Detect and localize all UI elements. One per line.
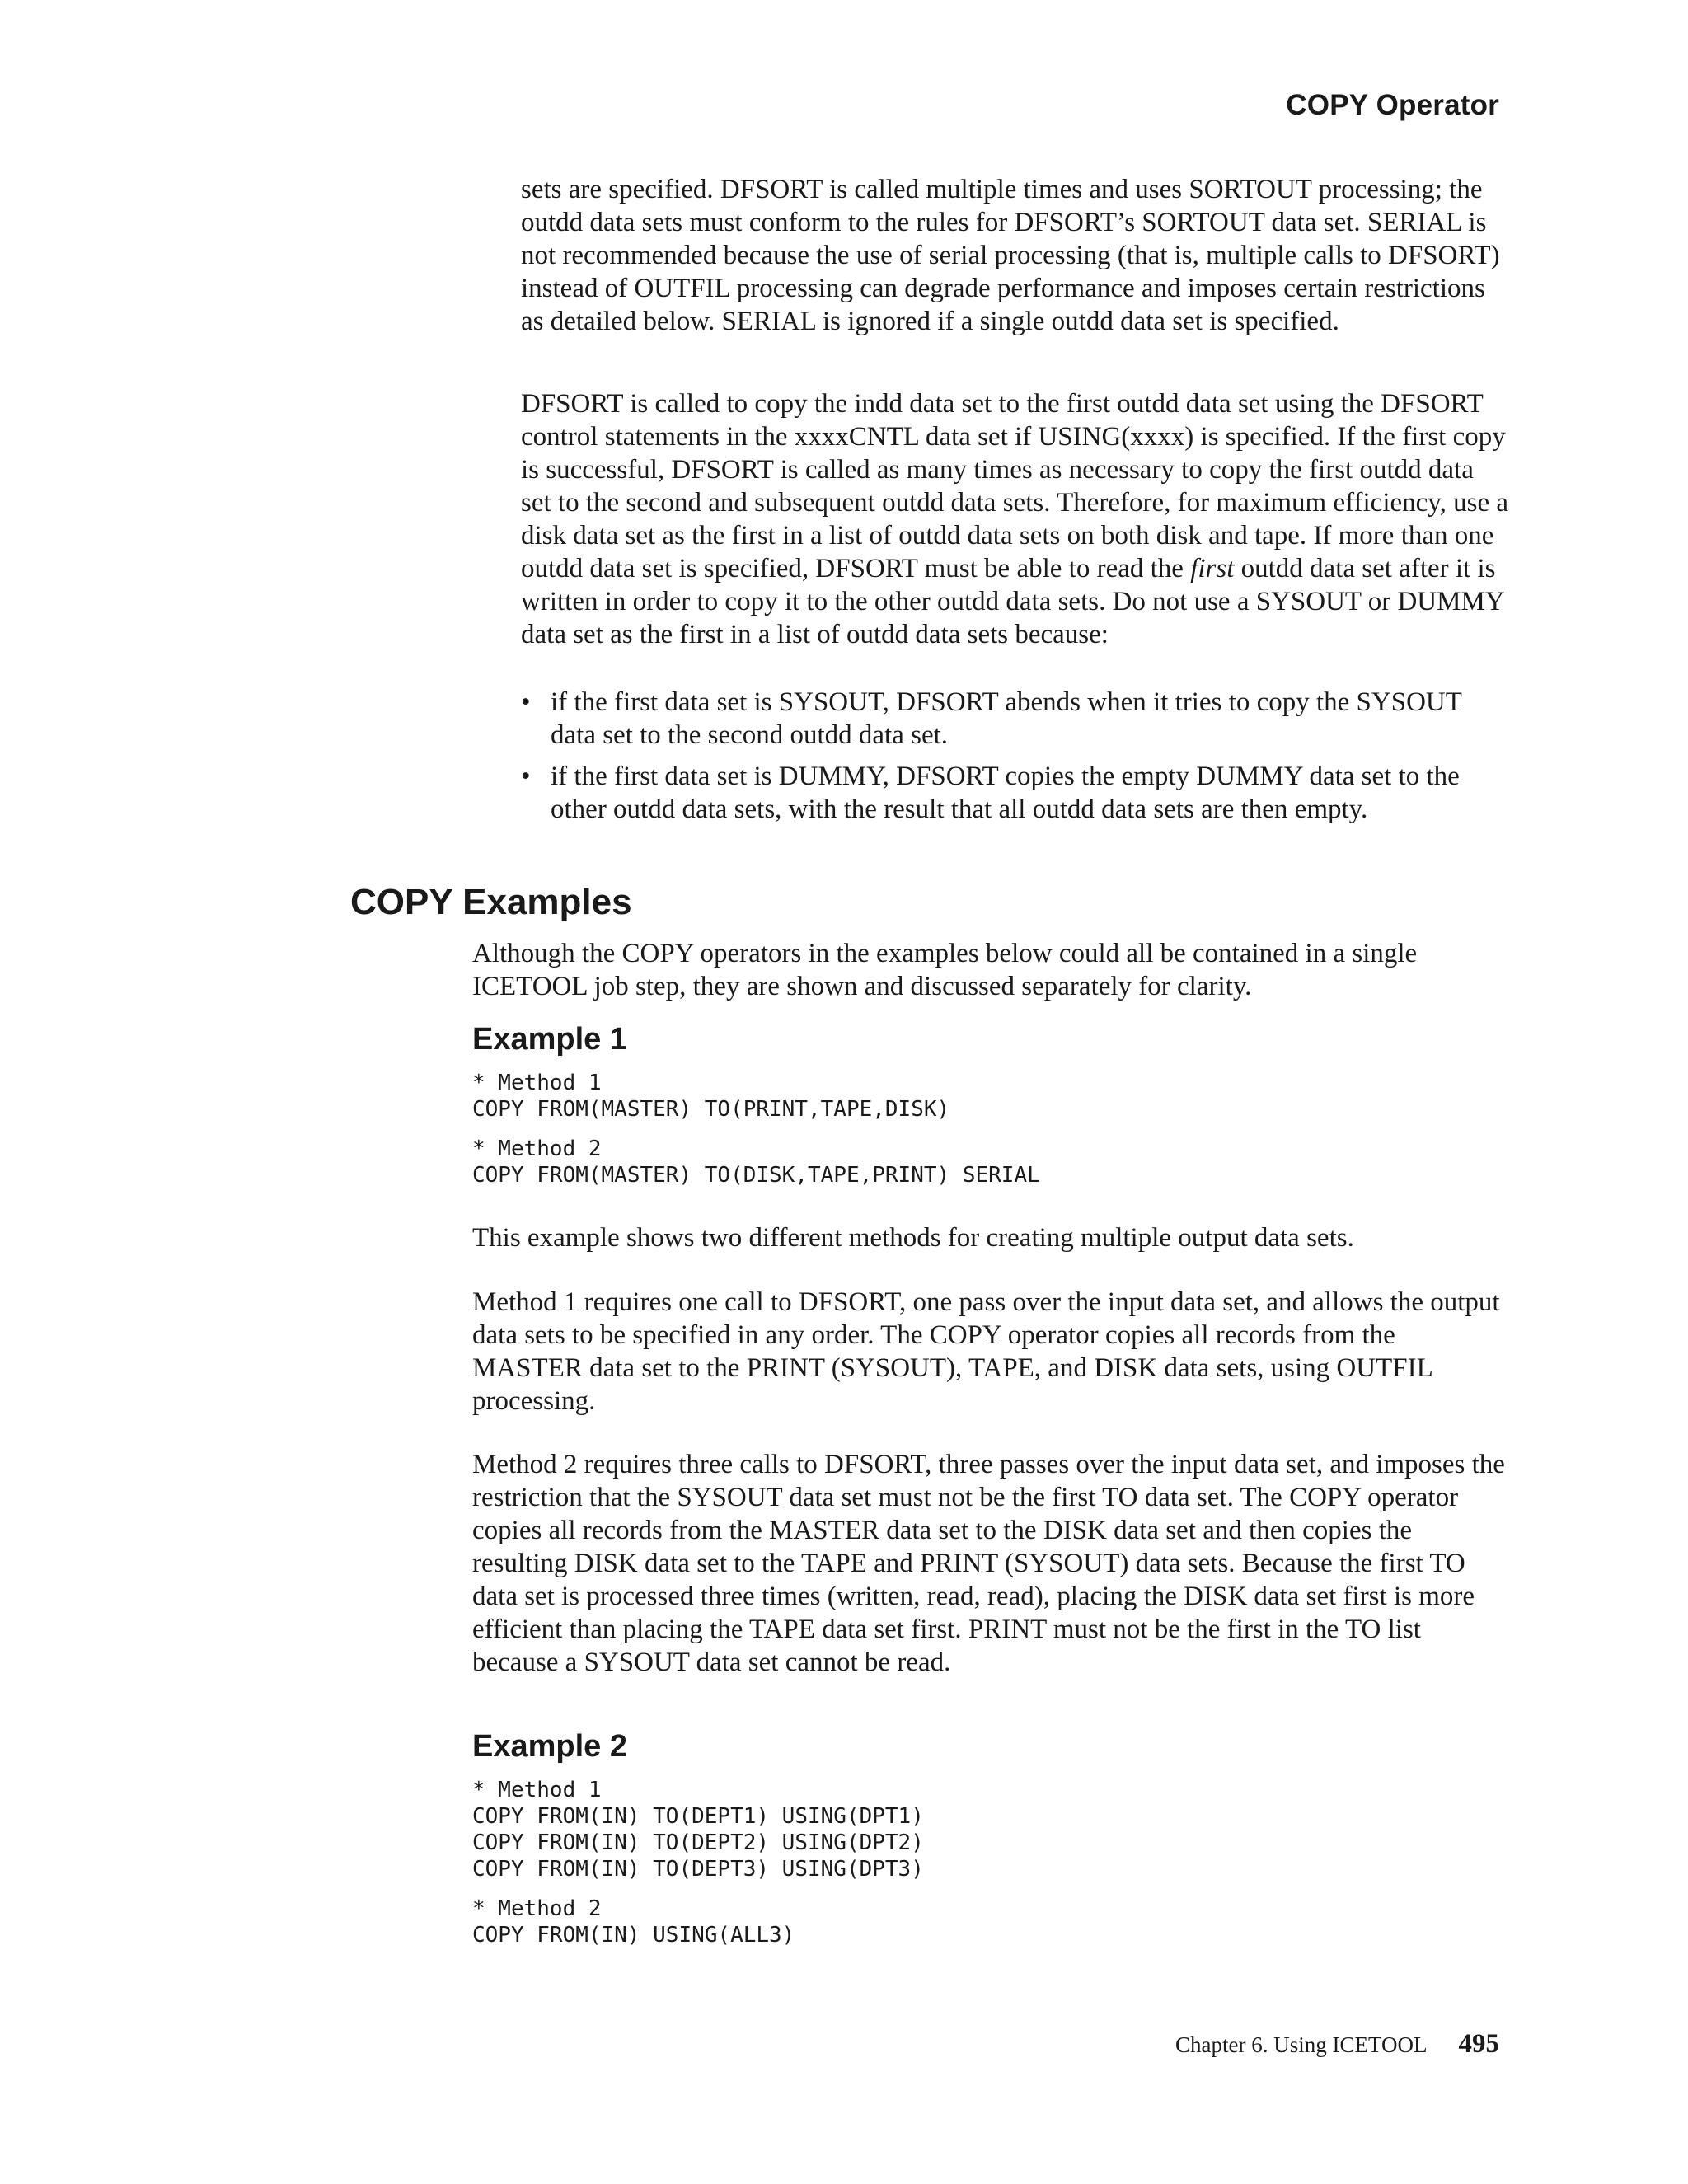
code-block-example1-method1: * Method 1 COPY FROM(MASTER) TO(PRINT,TAPE,DISK) xyxy=(472,1071,950,1122)
code-block-example1-method2: * Method 2 COPY FROM(MASTER) TO(DISK,TAPE,PRINT) SERIAL xyxy=(472,1137,1040,1188)
paragraph-copy-behavior xyxy=(521,387,1510,651)
paragraph-method2-text: Method 2 requires three calls to DFSORT, three passes over the input data set, and imposes the restriction that the SYSOUT data set must not be the first TO data set. The COPY operator copies all records from the MASTER data set to the DISK data set and then copies the resulting DISK data set to the TAPE and PRINT (SYSOUT) data sets. Because the first TO data set is processed three times (written, read, read), placing the DISK data set first is more efficient than placing the TAPE data set first. PRINT must not be the first in the TO list because a SYSOUT data set cannot be read. xyxy=(472,1450,1505,1677)
paragraph-serial-processing xyxy=(521,173,1510,338)
footer-page-number: 495 xyxy=(1458,2029,1499,2059)
paragraph-examples-intro-text: Although the COPY operators in the examples below could all be contained in a single ICETOOL job step, they are shown and discussed separately for clarity. xyxy=(472,939,1418,1001)
paragraph-example1-summary xyxy=(472,1221,1511,1254)
code-block-example2-method2: * Method 2 COPY FROM(IN) USING(ALL3) xyxy=(472,1896,795,1947)
list-item xyxy=(521,760,1510,826)
paragraph-copy-behavior-text xyxy=(521,387,1510,651)
bullet-marker: • xyxy=(521,762,531,791)
paragraph-serial-text: sets are specified. DFSORT is called multiple times and uses SORTOUT processing; the outdd data sets must conform to the rules for DFSORT’s SORTOUT data set. SERIAL is not recommended because the use of serial processing (that is, multiple calls to DFSORT) instead of OUTFIL processing can degrade performance and imposes certain restrictions as detailed below. SERIAL is ignored if a single outdd data set is specified. xyxy=(521,175,1500,336)
paragraph-example1-summary-text: This example shows two different methods for creating multiple output data sets. xyxy=(472,1223,1354,1253)
paragraph-copy-text-before: DFSORT is called to copy the indd data set to the first outdd data set using the DFSORT control statements in the xxxxCNTL data set if USING(xxxx) is specified. If the first copy is successful, DFSORT is called as many times as necessary to copy the first outdd data set to the second and subsequent outdd data sets. Therefore, for maximum efficiency, use a disk data set as the first in a list of outdd data sets on both disk and tape. If more than one outdd data set is specified, DFSORT must be able to read the xyxy=(521,389,1509,583)
subheading-example-2: Example 2 xyxy=(472,1729,627,1764)
paragraph-method2-explanation xyxy=(472,1448,1511,1679)
paragraph-examples-intro xyxy=(472,937,1511,1003)
footer-chapter-label: Chapter 6. Using ICETOOL xyxy=(1175,2032,1428,2057)
running-header-title: COPY Operator xyxy=(1286,89,1499,121)
list-item xyxy=(521,686,1510,752)
bullet-marker: • xyxy=(521,687,531,717)
emphasis-first: first xyxy=(1190,554,1235,583)
subheading-example-1: Example 1 xyxy=(472,1022,627,1057)
list-item-text: if the first data set is SYSOUT, DFSORT abends when it tries to copy the SYSOUT data set to the second outdd data set. xyxy=(551,687,1462,750)
bullet-list xyxy=(521,686,1510,834)
list-item-text: if the first data set is DUMMY, DFSORT copies the empty DUMMY data set to the other outdd data sets, with the result that all outdd data sets are then empty. xyxy=(551,762,1460,824)
paragraph-method1-explanation xyxy=(472,1286,1511,1418)
section-heading-copy-examples: COPY Examples xyxy=(350,882,632,922)
paragraph-method1-text: Method 1 requires one call to DFSORT, one pass over the input data set, and allows the output data sets to be specified in any order. The COPY operator copies all records from the MASTER data set to the PRINT (SYSOUT), TAPE, and DISK data sets, using OUTFIL processing. xyxy=(472,1287,1500,1416)
page-footer xyxy=(1175,2029,1499,2060)
paragraph-copy-text-after: outdd data set after it is written in order to copy it to the other outdd data sets. Do not use a SYSOUT or DUMMY data set as the first in a list of outdd data sets because: xyxy=(521,554,1504,649)
code-block-example2-method1: * Method 1 COPY FROM(IN) TO(DEPT1) USING(DPT1) COPY FROM(IN) TO(DEPT2) USING(DPT2) COPY FROM(IN) TO(DEPT3) USING(DPT3) xyxy=(472,1778,924,1882)
